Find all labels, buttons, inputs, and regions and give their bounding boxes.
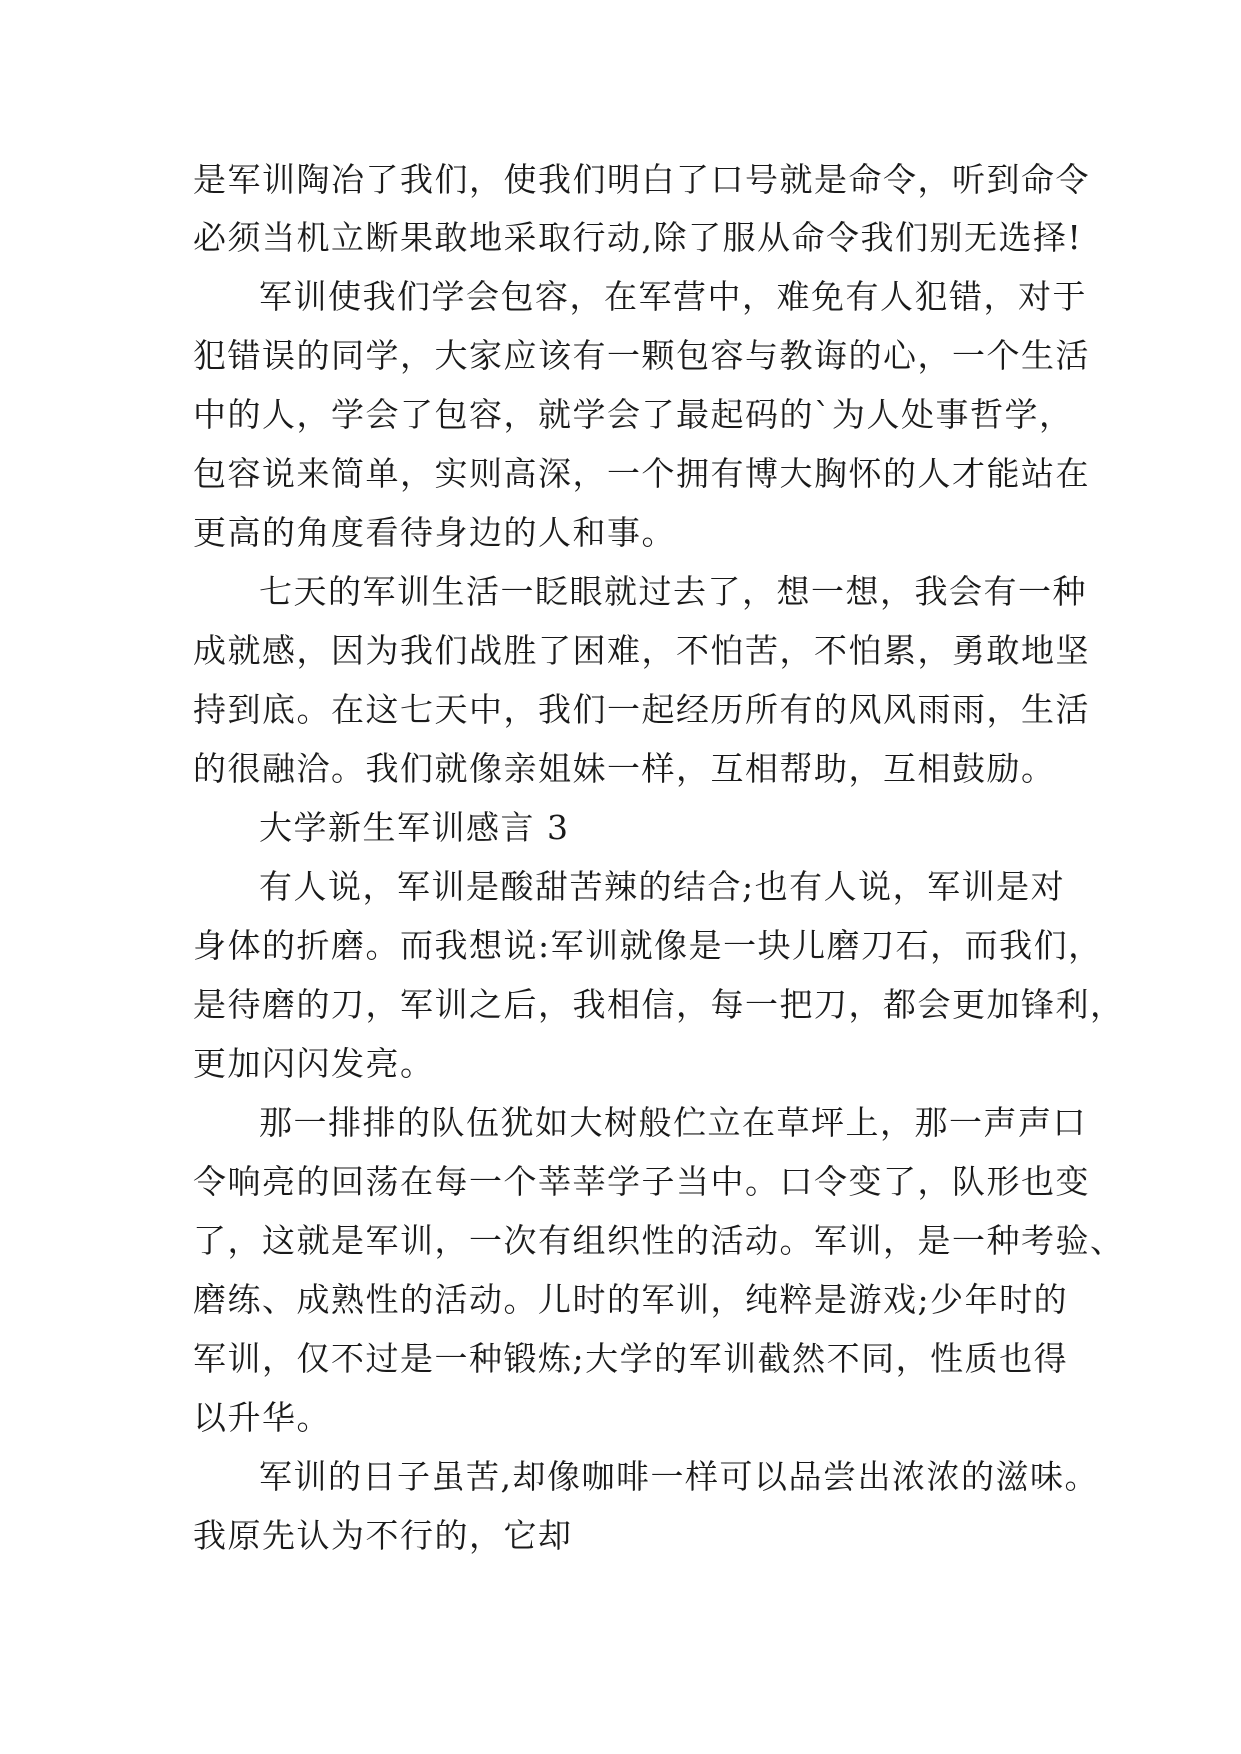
section-heading: 大学新生军训感言 3 [259, 808, 570, 847]
text-line: 包容说来简单，实则高深，一个拥有博大胸怀的人才能站在 [193, 454, 1090, 493]
text-line: 令响亮的回荡在每一个莘莘学子当中。口令变了，队形也变 [193, 1162, 1090, 1201]
paragraph-start-line: 七天的军训生活一眨眼就过去了，想一想，我会有一种 [259, 572, 1087, 611]
text-line: 身体的折磨。而我想说:军训就像是一块儿磨刀石，而我们， [193, 926, 1103, 965]
text-line: 我原先认为不行的，它却 [193, 1516, 573, 1555]
text-line: 更高的角度看待身边的人和事。 [193, 513, 676, 552]
text-line: 犯错误的同学，大家应该有一颗包容与教诲的心，一个生活 [193, 336, 1090, 375]
text-line: 中的人，学会了包容，就学会了最起码的`为人处事哲学， [193, 395, 1074, 434]
text-line: 的很融洽。我们就像亲姐妹一样，互相帮助，互相鼓励。 [193, 749, 1056, 788]
text-line: 磨练、成熟性的活动。儿时的军训，纯粹是游戏;少年时的 [193, 1280, 1069, 1319]
text-line: 持到底。在这七天中，我们一起经历所有的风风雨雨，生活 [193, 690, 1090, 729]
paragraph-start-line: 军训使我们学会包容，在军营中，难免有人犯错，对于 [259, 277, 1087, 316]
text-line: 必须当机立断果敢地采取行动,除了服从命令我们别无选择! [193, 218, 1083, 257]
text-line: 以升华。 [193, 1398, 331, 1437]
text-line: 是待磨的刀，军训之后，我相信，每一把刀，都会更加锋利， [193, 985, 1125, 1024]
text-line: 了，这就是军训，一次有组织性的活动。军训，是一种考验、 [193, 1221, 1125, 1260]
text-line: 更加闪闪发亮。 [193, 1044, 435, 1083]
paragraph-start-line: 军训的日子虽苦,却像咖啡一样可以品尝出浓浓的滋味。 [259, 1457, 1099, 1496]
text-line: 军训，仅不过是一种锻炼;大学的军训截然不同，性质也得 [193, 1339, 1069, 1378]
text-line: 是军训陶冶了我们，使我们明白了口号就是命令，听到命令 [193, 160, 1090, 199]
text-line: 成就感，因为我们战胜了困难，不怕苦，不怕累，勇敢地坚 [193, 631, 1090, 670]
paragraph-start-line: 那一排排的队伍犹如大树般伫立在草坪上，那一声声口 [259, 1103, 1087, 1142]
paragraph-start-line: 有人说，军训是酸甜苦辣的结合;也有人说，军训是对 [259, 867, 1066, 906]
